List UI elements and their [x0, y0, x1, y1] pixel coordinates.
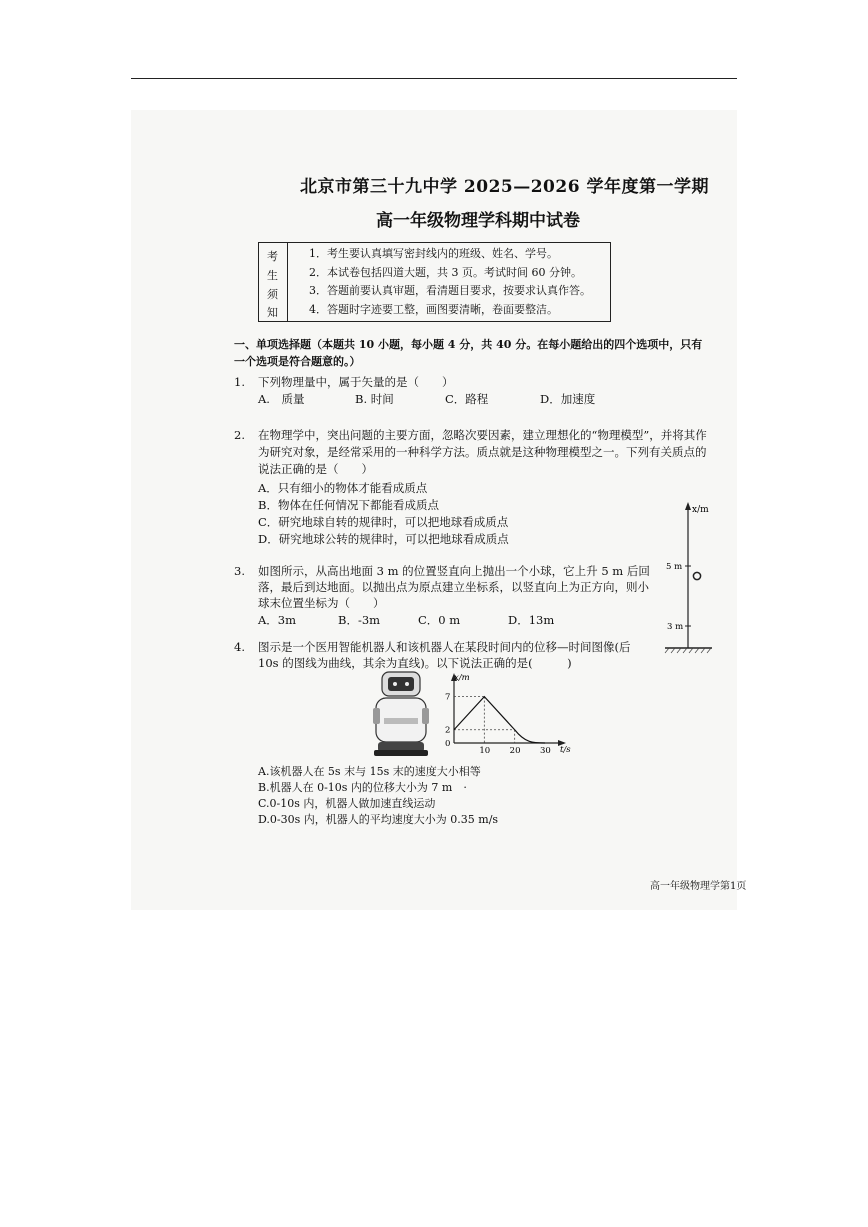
q3-ground-hatch	[665, 648, 711, 653]
q3-stem-line: 球末位置坐标为（ ）	[258, 596, 385, 610]
q3-number: 3.	[234, 564, 245, 578]
q3-option-c: C．0 m	[418, 613, 461, 627]
graph-y-tick-label: 7	[445, 692, 451, 703]
q3-axis-label: x/m	[692, 505, 709, 515]
notice-item: 1．考生要认真填写密封线内的班级、姓名、学号。	[309, 247, 558, 260]
section1-heading-line1: 一、单项选择题（本题共 10 小题，每小题 4 分，共 40 分。在每小题给出的四个选项中，只有	[234, 338, 703, 351]
notice-label-char: 知	[267, 306, 278, 319]
q1-option-c: C．路程	[445, 392, 489, 406]
q3-ball-icon	[693, 572, 700, 579]
notice-label-char: 考	[267, 250, 278, 263]
q4-option-d: D.0-30s 内，机器人的平均速度大小为 0.35 m/s	[258, 813, 499, 826]
q2-number: 2.	[234, 428, 245, 442]
q2-stem-line: 在物理学中，突出问题的主要方面，忽略次要因素，建立理想化的“物理模型”，并将其作	[258, 428, 707, 442]
q4-option-c: C.0-10s 内，机器人做加速直线运动	[258, 797, 436, 810]
q4-option-b: B.机器人在 0-10s 内的位移大小为 7 m ·	[258, 781, 467, 794]
q3-label-lower: 3 m	[667, 622, 684, 632]
graph-y-tick-label: 2	[445, 725, 451, 736]
top-rule	[131, 78, 737, 79]
q3-stem-line: 落，最后到达地面。以抛出点为原点建立坐标系，以竖直向上为正方向，则小	[258, 580, 649, 594]
exam-title-line1: 北京市第三十九中学 2025—2026 学年度第一学期	[300, 177, 709, 197]
page-footer: 高一年级物理学第1页	[650, 881, 747, 892]
q4-xt-graph	[438, 670, 572, 758]
graph-x-axis-label: t/s	[560, 745, 571, 755]
notice-label	[259, 243, 288, 321]
graph-x-tick-label: 10	[479, 746, 491, 756]
q2-stem-line: 说法正确的是（ ）	[258, 462, 373, 476]
q2-option-c: C．研究地球自转的规律时，可以把地球看成质点	[258, 515, 509, 529]
q3-axis-arrow	[685, 502, 691, 510]
q1-stem: 下列物理量中，属于矢量的是（ ）	[258, 375, 454, 389]
q4-number: 4.	[234, 640, 245, 654]
q4-stem-line: 10s 的图线为曲线，其余为直线)。以下说法正确的是( )	[258, 656, 572, 670]
graph-x-tick-label: 30	[540, 746, 551, 756]
q4-option-a: A.该机器人在 5s 末与 15s 末的速度大小相等	[258, 765, 481, 778]
section1-heading-line2: 一个选项是符合题意的。）	[234, 355, 361, 368]
q4-stem-line: 图示是一个医用智能机器人和该机器人在某段时间内的位移—时间图像(后	[258, 640, 631, 654]
q3-option-b: B．-3m	[338, 613, 381, 627]
q2-stem-line: 为研究对象，是经常采用的一种科学方法。质点就是这种物理模型之一。下列有关质点的	[258, 445, 707, 459]
q3-label-upper: 5 m	[666, 562, 683, 572]
q3-stem-line: 如图所示，从高出地面 3 m 的位置竖直向上抛出一个小球，它上升 5 m 后回	[258, 564, 650, 578]
q2-option-b: B．物体在任何情况下都能看成质点	[258, 498, 439, 512]
graph-y-axis-label: x/m	[454, 673, 470, 683]
q2-option-a: A．只有细小的物体才能看成质点	[258, 481, 428, 495]
robot-image	[370, 668, 432, 758]
q1-number: 1.	[234, 375, 245, 389]
graph-x-tick-label: 20	[509, 746, 521, 756]
notice-items	[309, 245, 591, 319]
q3-figure	[655, 500, 715, 660]
exam-notice-box	[258, 242, 611, 322]
notice-item: 4．答题时字迹要工整，画图要清晰，卷面要整洁。	[309, 302, 558, 316]
notice-label-char: 生	[267, 269, 278, 282]
q1-option-d: D．加速度	[540, 392, 596, 406]
q1-option-b: B. 时间	[355, 392, 394, 406]
graph-y-tick-label: 0	[445, 739, 451, 749]
notice-label-char: 须	[267, 288, 278, 301]
q1-option-a: A. 质量	[258, 392, 305, 406]
q3-option-a: A．3m	[258, 613, 297, 627]
q2-option-d: D．研究地球公转的规律时，可以把地球看成质点	[258, 532, 509, 546]
q3-option-d: D．13m	[508, 613, 555, 627]
notice-item: 2．本试卷包括四道大题，共 3 页。考试时间 60 分钟。	[309, 265, 582, 279]
exam-title-line2: 高一年级物理学科期中试卷	[376, 211, 580, 231]
notice-item: 3．答题前要认真审题，看清题目要求，按要求认真作答。	[309, 284, 591, 297]
graph-series-curve	[515, 730, 545, 743]
